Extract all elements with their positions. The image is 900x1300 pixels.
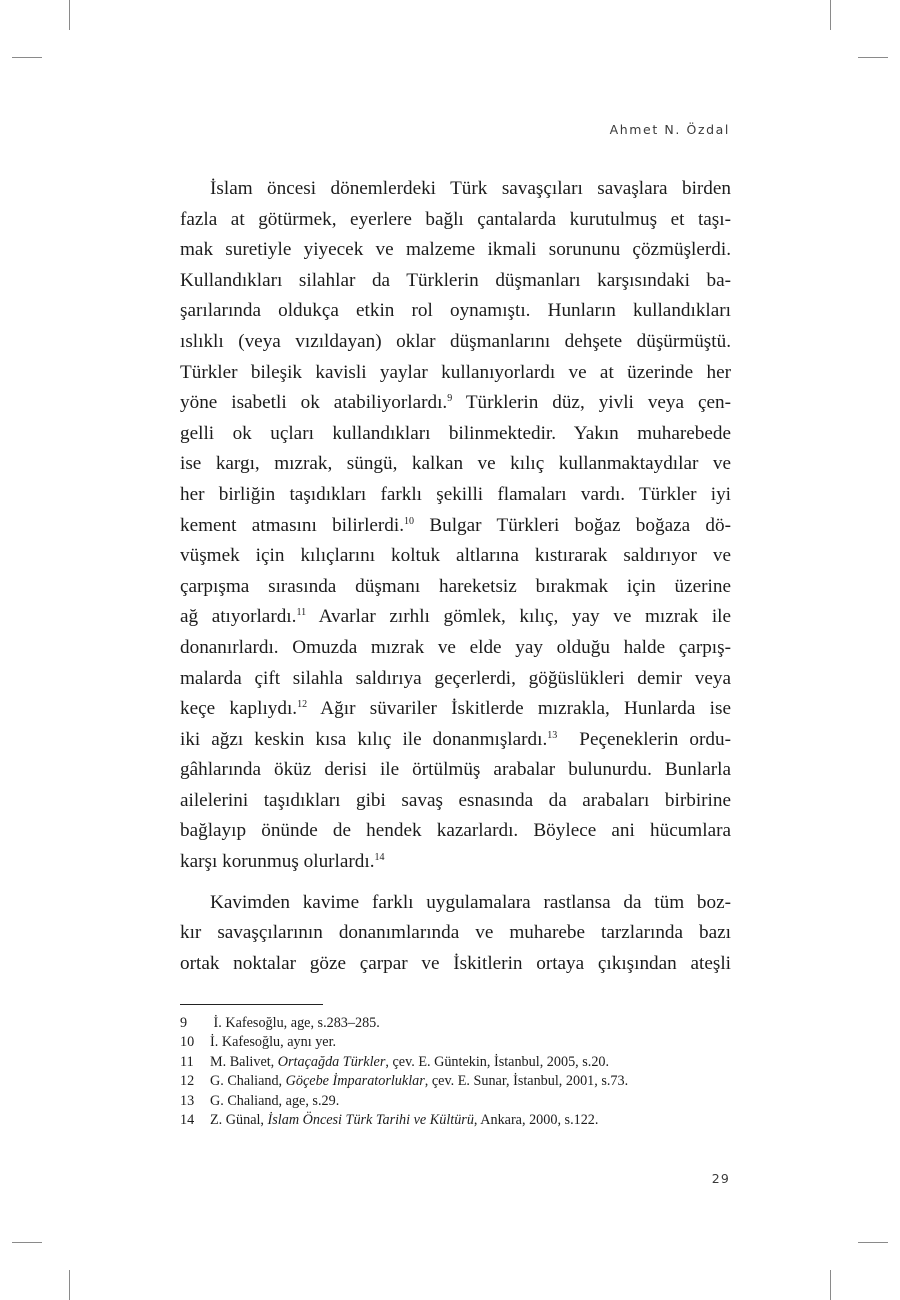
crop-mark-bottom-left-h bbox=[12, 1242, 42, 1243]
footnote bbox=[180, 1092, 740, 1111]
paragraph-1 bbox=[180, 174, 731, 878]
footnote-text: İ. Kafesoğlu, aynı yer. bbox=[210, 1034, 337, 1051]
footnote bbox=[180, 1072, 740, 1091]
text-line: ıslıklı (veya vızıldayan) oklar düşmanlarını dehşete düşürmüştü. bbox=[180, 330, 731, 352]
footnote bbox=[180, 1014, 740, 1033]
text-line: malarda çift silahla saldırıya geçerlerdi, göğüslükleri demir veya bbox=[180, 667, 731, 689]
crop-mark-bottom-left bbox=[69, 1270, 70, 1300]
text-segment: ağ atıyorlardı. bbox=[180, 606, 297, 628]
footnote-number: 9 bbox=[180, 1015, 188, 1031]
footnote-title: İslam Öncesi Türk Tarihi ve Kültürü bbox=[267, 1112, 474, 1129]
footnote-separator bbox=[180, 1004, 323, 1005]
text-segment: karşı korunmuş olurlardı. bbox=[180, 851, 375, 873]
footnote-number: 10 bbox=[180, 1034, 195, 1051]
footnote-text: , çev. E. Sunar, İstanbul, 2001, s.73. bbox=[424, 1073, 629, 1090]
text-segment: Ağır süvariler İskitlerde mızrakla, Hunlarda ise bbox=[307, 698, 731, 720]
footnote-ref[interactable]: 12 bbox=[297, 699, 308, 711]
footnote-text: M. Balivet, bbox=[210, 1053, 278, 1070]
footnote-text: , Ankara, 2000, s.122. bbox=[473, 1112, 599, 1129]
footnote-text: Z. Günal, bbox=[210, 1112, 268, 1129]
text-segment: iki ağzı keskin kısa kılıç ile donanmışlardı. bbox=[180, 728, 548, 750]
text-line: şarılarında oldukça etkin rol oynamıştı. Hunların kullandıkları bbox=[180, 300, 731, 322]
text-segment: Peçeneklerin ordu- bbox=[557, 728, 731, 750]
footnotes bbox=[180, 1014, 740, 1130]
page-number: 29 bbox=[711, 1171, 730, 1186]
text-line: donanırlardı. Omuzda mızrak ve elde yay olduğu halde çarpış- bbox=[180, 636, 731, 658]
footnote-text: İ. Kafesoğlu, age, s.283–285. bbox=[210, 1015, 380, 1031]
footnote-number: 11 bbox=[180, 1053, 194, 1070]
text-line: Türkler bileşik kavisli yaylar kullanıyorlardı ve at üzerinde her bbox=[180, 361, 731, 383]
text-line: gelli ok uçları kullandıkları bilinmektedir. Yakın muharebede bbox=[180, 422, 731, 444]
footnote-number: 14 bbox=[180, 1112, 195, 1129]
crop-mark-bottom-right bbox=[830, 1270, 831, 1300]
text-line: İslam öncesi dönemlerdeki Türk savaşçıları savaşlara birden bbox=[210, 178, 731, 199]
body-text bbox=[180, 174, 731, 979]
running-head: Ahmet N. Özdal bbox=[609, 122, 730, 137]
text-line: Kullandıkları silahlar da Türklerin düşmanları karşısındaki ba- bbox=[180, 269, 731, 291]
footnote bbox=[180, 1053, 740, 1072]
text-line: mak suretiyle yiyecek ve malzeme ikmali sorununu çözmüşlerdi. bbox=[180, 239, 731, 261]
footnote-ref[interactable]: 14 bbox=[374, 852, 385, 864]
text-line: fazla at götürmek, eyerlere bağlı çantalarda kurutulmuş et taşı- bbox=[180, 208, 731, 230]
text-line: kır savaşçılarının donanımlarında ve muharebe tarzlarında bazı bbox=[180, 922, 731, 944]
footnote-text: G. Chaliand, bbox=[210, 1073, 286, 1090]
footnote-title: Ortaçağda Türkler bbox=[277, 1053, 386, 1070]
text-segment: kement atmasını bilirlerdi. bbox=[180, 514, 405, 536]
footnote-ref[interactable]: 13 bbox=[547, 729, 558, 741]
footnote-text: G. Chaliand, age, s.29. bbox=[210, 1092, 340, 1109]
footnote-ref[interactable]: 9 bbox=[447, 393, 453, 405]
text-line bbox=[180, 694, 731, 725]
footnote bbox=[180, 1033, 740, 1052]
crop-mark-top-right bbox=[830, 0, 831, 30]
text-line: vüşmek için kılıçlarını koltuk altlarına kıstırarak saldırıyor ve bbox=[180, 545, 731, 567]
text-line: çarpışma sırasında düşmanı hareketsiz bırakmak için üzerine bbox=[180, 575, 731, 597]
footnote-number: 13 bbox=[180, 1092, 195, 1109]
text-line: gâhlarında öküz derisi ile örtülmüş arabalar bulunurdu. Bunlarla bbox=[180, 759, 731, 781]
footnote-text: , çev. E. Güntekin, İstanbul, 2005, s.20. bbox=[385, 1053, 610, 1070]
text-line bbox=[180, 388, 731, 419]
crop-mark-top-left-h bbox=[12, 57, 42, 58]
footnote-title: Göçebe İmparatorluklar bbox=[285, 1073, 425, 1090]
text-line: her birliğin taşıdıkları farklı şekilli flamaları vardı. Türkler iyi bbox=[180, 483, 731, 505]
text-line: ortak noktalar göze çarpar ve İskitlerin ortaya çıkışından ateşli bbox=[180, 952, 731, 974]
text-segment: keçe kaplıydı. bbox=[180, 698, 298, 720]
crop-mark-top-left bbox=[69, 0, 70, 30]
text-segment: Bulgar Türkleri boğaz boğaza dö- bbox=[414, 514, 731, 536]
text-segment: Türklerin düz, yivli veya çen- bbox=[452, 392, 731, 414]
crop-mark-top-right-h bbox=[858, 57, 888, 58]
text-line: ise kargı, mızrak, süngü, kalkan ve kılıç kullanmaktaydılar ve bbox=[180, 453, 731, 475]
text-line bbox=[180, 511, 731, 542]
text-line bbox=[180, 602, 731, 633]
footnote-number: 12 bbox=[180, 1073, 195, 1090]
footnote bbox=[180, 1111, 740, 1130]
text-line bbox=[180, 725, 731, 756]
text-line bbox=[180, 847, 731, 878]
text-line: Kavimden kavime farklı uygulamalara rastlansa da tüm boz- bbox=[210, 891, 731, 913]
text-segment: Avarlar zırhlı gömlek, kılıç, yay ve mızrak ile bbox=[306, 606, 731, 628]
text-line: ailelerini taşıdıkları gibi savaş esnasında da arabaları birbirine bbox=[180, 789, 731, 811]
paragraph-2 bbox=[180, 888, 731, 980]
crop-mark-bottom-right-h bbox=[858, 1242, 888, 1243]
text-line: bağlayıp önünde de hendek kazarlardı. Böylece ani hücumlara bbox=[180, 820, 731, 842]
footnote-ref[interactable]: 11 bbox=[296, 607, 307, 619]
text-segment: yöne isabetli ok atabiliyorlardı. bbox=[180, 392, 448, 414]
footnote-ref[interactable]: 10 bbox=[404, 515, 415, 527]
